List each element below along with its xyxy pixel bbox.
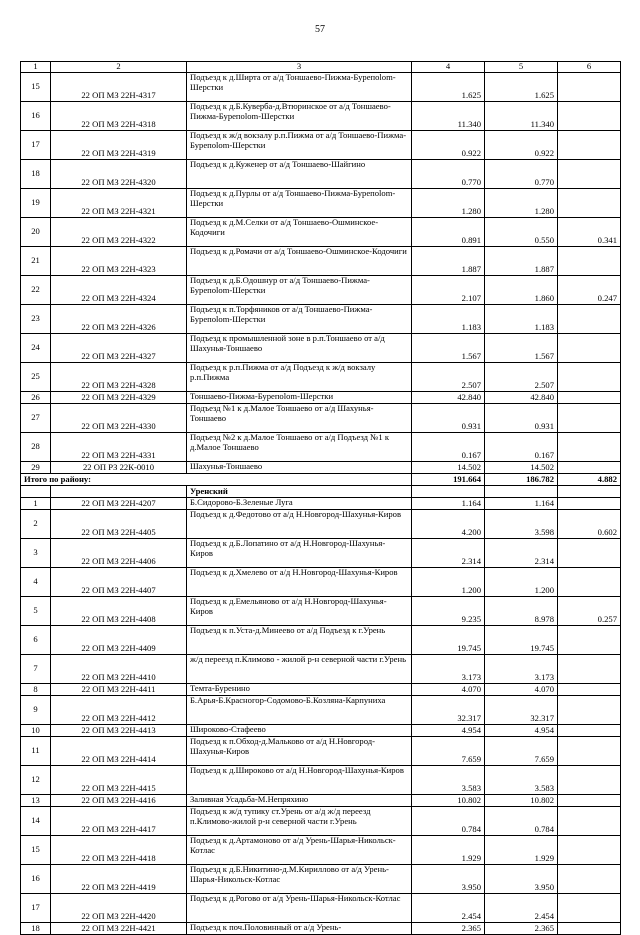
length-total: 4.200 <box>412 510 485 539</box>
length-total: 2.454 <box>412 894 485 923</box>
row-number: 5 <box>21 597 51 626</box>
page-number: 57 <box>315 24 325 35</box>
road-code: 22 ОП МЗ 22Н-4330 <box>51 404 187 433</box>
road-name: Подъезд к д.Пурлы от а/д Тоншаево-Пижма-Бурепolom-Шерстки <box>187 189 412 218</box>
row-number: 13 <box>21 795 51 807</box>
table-row <box>21 626 621 655</box>
length-col5: 3.173 <box>485 655 558 684</box>
road-name: Заливная Усадьба-М.Непряхино <box>187 795 412 807</box>
row-number: 17 <box>21 131 51 160</box>
table-row <box>21 462 621 474</box>
road-name: Подъезд к д.Б.Одошнур от а/д Тоншаево-Пижма-Бурепolom-Шерстки <box>187 276 412 305</box>
length-col5: 2.365 <box>485 923 558 935</box>
header-row <box>21 62 621 73</box>
row-number: 17 <box>21 894 51 923</box>
length-col5: 3.598 <box>485 510 558 539</box>
length-col5: 1.929 <box>485 836 558 865</box>
length-total: 4.954 <box>412 725 485 737</box>
row-number: 15 <box>21 73 51 102</box>
row-number: 6 <box>21 626 51 655</box>
roads-table <box>20 61 621 935</box>
road-name: Подъезд к д.Б.Лопатино от а/д Н.Новгород-Шахунья-Киров <box>187 539 412 568</box>
empty-cell <box>412 486 485 498</box>
road-code: 22 ОП МЗ 22Н-4406 <box>51 539 187 568</box>
road-code: 22 ОП МЗ 22Н-4408 <box>51 597 187 626</box>
length-col5: 11.340 <box>485 102 558 131</box>
table-row <box>21 807 621 836</box>
header-cell: 4 <box>412 62 485 73</box>
road-name: Подъезд к д.Федотово от а/д Н.Новгород-Шахунья-Киров <box>187 510 412 539</box>
table-row <box>21 766 621 795</box>
length-total: 1.929 <box>412 836 485 865</box>
road-name: Б.Сидорово-Б.Зеленые Луга <box>187 498 412 510</box>
road-code: 22 ОП МЗ 22Н-4421 <box>51 923 187 935</box>
length-col6 <box>558 102 621 131</box>
road-name: Подъезд к д.М.Селки от а/д Тоншаево-Ошминское-Кодочиги <box>187 218 412 247</box>
road-code: 22 ОП МЗ 22Н-4321 <box>51 189 187 218</box>
road-name: Б.Арья-Б.Красногор-Содомово-Б.Козляна-Карпуниха <box>187 696 412 725</box>
table-row <box>21 737 621 766</box>
road-code: 22 ОП МЗ 22Н-4410 <box>51 655 187 684</box>
length-col5: 1.280 <box>485 189 558 218</box>
road-code: 22 ОП МЗ 22Н-4326 <box>51 305 187 334</box>
row-number: 20 <box>21 218 51 247</box>
road-code: 22 ОП МЗ 22Н-4327 <box>51 334 187 363</box>
row-number: 16 <box>21 865 51 894</box>
length-col6 <box>558 160 621 189</box>
empty-cell <box>558 486 621 498</box>
table-row <box>21 836 621 865</box>
row-number: 24 <box>21 334 51 363</box>
row-number: 7 <box>21 655 51 684</box>
row-number: 18 <box>21 923 51 935</box>
length-col6: 0.341 <box>558 218 621 247</box>
row-number: 3 <box>21 539 51 568</box>
length-total: 1.887 <box>412 247 485 276</box>
length-col5: 32.317 <box>485 696 558 725</box>
length-col6 <box>558 737 621 766</box>
length-total: 4.070 <box>412 684 485 696</box>
length-col5: 42.840 <box>485 392 558 404</box>
table-row <box>21 696 621 725</box>
length-col5: 14.502 <box>485 462 558 474</box>
length-col5: 3.583 <box>485 766 558 795</box>
road-name: Подъезд к д.Ширта от а/д Тоншаево-Пижма-Бурепolom-Шерстки <box>187 73 412 102</box>
row-number: 19 <box>21 189 51 218</box>
length-total: 2.107 <box>412 276 485 305</box>
road-code: 22 ОП МЗ 22Н-4324 <box>51 276 187 305</box>
length-col5: 2.507 <box>485 363 558 392</box>
road-code: 22 ОП МЗ 22Н-4420 <box>51 894 187 923</box>
road-code: 22 ОП МЗ 22Н-4414 <box>51 737 187 766</box>
length-total: 3.950 <box>412 865 485 894</box>
road-name: Подъезд №2 к д.Малое Тоншаево от а/д Подъезд №1 к д.Малое Тоншаево <box>187 433 412 462</box>
table-row <box>21 276 621 305</box>
road-code: 22 ОП МЗ 22Н-4417 <box>51 807 187 836</box>
table-row <box>21 392 621 404</box>
row-number: 8 <box>21 684 51 696</box>
road-name: Подъезд к поч.Половинный от а/д Урень- <box>187 923 412 935</box>
length-col5: 7.659 <box>485 737 558 766</box>
empty-cell <box>21 486 51 498</box>
road-code: 22 ОП МЗ 22Н-4329 <box>51 392 187 404</box>
road-code: 22 ОП МЗ 22Н-4412 <box>51 696 187 725</box>
length-total: 32.317 <box>412 696 485 725</box>
table-row <box>21 539 621 568</box>
table-row <box>21 334 621 363</box>
length-total: 2.507 <box>412 363 485 392</box>
road-name: Широково-Стафеево <box>187 725 412 737</box>
length-total: 0.891 <box>412 218 485 247</box>
table-row <box>21 73 621 102</box>
row-number: 11 <box>21 737 51 766</box>
road-code: 22 ОП МЗ 22Н-4418 <box>51 836 187 865</box>
length-col6 <box>558 305 621 334</box>
table-row <box>21 510 621 539</box>
header-cell: 2 <box>51 62 187 73</box>
length-total: 0.167 <box>412 433 485 462</box>
length-total: 11.340 <box>412 102 485 131</box>
length-col6 <box>558 433 621 462</box>
empty-cell <box>51 486 187 498</box>
road-code: 22 ОП МЗ 22Н-4405 <box>51 510 187 539</box>
length-col5: 1.887 <box>485 247 558 276</box>
road-code: 22 ОП МЗ 22Н-4416 <box>51 795 187 807</box>
road-code: 22 ОП МЗ 22Н-4415 <box>51 766 187 795</box>
row-number: 1 <box>21 498 51 510</box>
length-col5: 1.200 <box>485 568 558 597</box>
length-total: 19.745 <box>412 626 485 655</box>
length-col5: 1.567 <box>485 334 558 363</box>
row-number: 26 <box>21 392 51 404</box>
length-col6 <box>558 247 621 276</box>
length-col6: 0.247 <box>558 276 621 305</box>
road-code: 22 ОП РЗ 22К-0010 <box>51 462 187 474</box>
length-col6 <box>558 894 621 923</box>
length-total: 0.931 <box>412 404 485 433</box>
length-total: 2.314 <box>412 539 485 568</box>
length-col6 <box>558 795 621 807</box>
road-name: Подъезд к р.п.Пижма от а/д Подъезд к ж/д вокзалу р.п.Пижма <box>187 363 412 392</box>
length-col5: 1.625 <box>485 73 558 102</box>
table-row <box>21 305 621 334</box>
row-number: 14 <box>21 807 51 836</box>
length-col5: 8.978 <box>485 597 558 626</box>
length-total: 0.770 <box>412 160 485 189</box>
table-row <box>21 404 621 433</box>
table-row <box>21 684 621 696</box>
length-col5: 3.950 <box>485 865 558 894</box>
row-number: 21 <box>21 247 51 276</box>
length-col6 <box>558 865 621 894</box>
length-col6 <box>558 498 621 510</box>
district-header-row <box>21 486 621 498</box>
table-row <box>21 247 621 276</box>
road-code: 22 ОП МЗ 22Н-4317 <box>51 73 187 102</box>
header-cell: 5 <box>485 62 558 73</box>
total-length: 191.664 <box>412 474 485 486</box>
length-total: 1.164 <box>412 498 485 510</box>
table-row <box>21 894 621 923</box>
road-name: Подъезд №1 к д.Малое Тоншаево от а/д Шахунья-Тоншаево <box>187 404 412 433</box>
table-row <box>21 725 621 737</box>
table-row <box>21 131 621 160</box>
row-number: 4 <box>21 568 51 597</box>
length-col5: 1.860 <box>485 276 558 305</box>
length-total: 1.625 <box>412 73 485 102</box>
length-col5: 0.922 <box>485 131 558 160</box>
length-total: 42.840 <box>412 392 485 404</box>
empty-cell <box>485 486 558 498</box>
road-code: 22 ОП МЗ 22Н-4419 <box>51 865 187 894</box>
length-col5: 2.314 <box>485 539 558 568</box>
header-cell: 3 <box>187 62 412 73</box>
row-number: 16 <box>21 102 51 131</box>
table-row <box>21 795 621 807</box>
length-total: 1.567 <box>412 334 485 363</box>
length-col6 <box>558 334 621 363</box>
length-col6 <box>558 462 621 474</box>
row-number: 18 <box>21 160 51 189</box>
road-code: 22 ОП МЗ 22Н-4407 <box>51 568 187 597</box>
length-col5: 0.784 <box>485 807 558 836</box>
length-total: 3.583 <box>412 766 485 795</box>
road-code: 22 ОП МЗ 22Н-4322 <box>51 218 187 247</box>
road-name: Подъезд к д.Куженер от а/д Тоншаево-Шайгино <box>187 160 412 189</box>
length-total: 0.922 <box>412 131 485 160</box>
road-name: Подъезд к д.Б.Куверба-д.Втюринское от а/д Тоншаево-Пижма-Бурепolom-Шерстки <box>187 102 412 131</box>
length-col5: 0.550 <box>485 218 558 247</box>
table-row <box>21 655 621 684</box>
row-number: 23 <box>21 305 51 334</box>
road-name: Подъезд к д.Б.Никитино-д.М.Кириллово от а/д Урень-Шарья-Никольск-Котлас <box>187 865 412 894</box>
row-number: 27 <box>21 404 51 433</box>
table-row <box>21 865 621 894</box>
row-number: 25 <box>21 363 51 392</box>
length-total: 1.280 <box>412 189 485 218</box>
road-name: Подъезд к д.Емельяново от а/д Н.Новгород-Шахунья-Киров <box>187 597 412 626</box>
length-col6 <box>558 684 621 696</box>
table-row <box>21 218 621 247</box>
road-name: ж/д переезд п.Климово - жилой р-н северной части г.Урень <box>187 655 412 684</box>
length-col6 <box>558 655 621 684</box>
length-col6 <box>558 73 621 102</box>
road-name: Подъезд к ж/д вокзалу р.п.Пижма от а/д Тоншаево-Пижма-Бурепolom-Шерстки <box>187 131 412 160</box>
length-col5: 10.802 <box>485 795 558 807</box>
road-name: Темта-Буренино <box>187 684 412 696</box>
row-number: 2 <box>21 510 51 539</box>
length-col6 <box>558 404 621 433</box>
road-code: 22 ОП МЗ 22Н-4319 <box>51 131 187 160</box>
row-number: 10 <box>21 725 51 737</box>
header-cell: 6 <box>558 62 621 73</box>
length-col6 <box>558 392 621 404</box>
road-code: 22 ОП МЗ 22Н-4411 <box>51 684 187 696</box>
total-label: Итого по району: <box>21 474 412 486</box>
road-name: Подъезд к д.Ромачи от а/д Тоншаево-Ошминское-Кодочиги <box>187 247 412 276</box>
length-col6 <box>558 923 621 935</box>
length-col6 <box>558 836 621 865</box>
row-number: 12 <box>21 766 51 795</box>
length-col6 <box>558 696 621 725</box>
road-name: Подъезд к п.Уста-д.Минеево от а/д Подъезд к г.Урень <box>187 626 412 655</box>
total-col5: 186.782 <box>485 474 558 486</box>
length-total: 1.200 <box>412 568 485 597</box>
length-col5: 19.745 <box>485 626 558 655</box>
length-col6 <box>558 363 621 392</box>
length-total: 9.235 <box>412 597 485 626</box>
table-row <box>21 189 621 218</box>
district-total-row <box>21 474 621 486</box>
length-col6 <box>558 131 621 160</box>
length-col6 <box>558 807 621 836</box>
length-total: 7.659 <box>412 737 485 766</box>
length-col6 <box>558 568 621 597</box>
road-code: 22 ОП МЗ 22Н-4318 <box>51 102 187 131</box>
table-row <box>21 597 621 626</box>
table-row <box>21 363 621 392</box>
road-code: 22 ОП МЗ 22Н-4320 <box>51 160 187 189</box>
road-name: Подъезд к д.Рогово от а/д Урень-Шарья-Никольск-Котлас <box>187 894 412 923</box>
table-row <box>21 568 621 597</box>
road-code: 22 ОП МЗ 22Н-4207 <box>51 498 187 510</box>
road-name: Тоншаево-Пижма-Бурепolom-Шерстки <box>187 392 412 404</box>
row-number: 22 <box>21 276 51 305</box>
length-col6: 0.602 <box>558 510 621 539</box>
length-col6 <box>558 539 621 568</box>
length-col5: 0.931 <box>485 404 558 433</box>
length-col5: 0.167 <box>485 433 558 462</box>
row-number: 28 <box>21 433 51 462</box>
total-col6: 4.882 <box>558 474 621 486</box>
length-total: 3.173 <box>412 655 485 684</box>
table-row <box>21 923 621 935</box>
length-col6: 0.257 <box>558 597 621 626</box>
road-code: 22 ОП МЗ 22Н-4331 <box>51 433 187 462</box>
length-col6 <box>558 766 621 795</box>
road-code: 22 ОП МЗ 22Н-4328 <box>51 363 187 392</box>
road-name: Подъезд к д.Широково от а/д Н.Новгород-Шахунья-Киров <box>187 766 412 795</box>
length-col6 <box>558 626 621 655</box>
length-col5: 1.183 <box>485 305 558 334</box>
length-col5: 1.164 <box>485 498 558 510</box>
length-col5: 4.954 <box>485 725 558 737</box>
length-col5: 2.454 <box>485 894 558 923</box>
length-col5: 4.070 <box>485 684 558 696</box>
road-code: 22 ОП МЗ 22Н-4409 <box>51 626 187 655</box>
road-name: Подъезд к д.Хмелево от а/д Н.Новгород-Шахунья-Киров <box>187 568 412 597</box>
length-total: 10.802 <box>412 795 485 807</box>
table-row <box>21 160 621 189</box>
table-row <box>21 102 621 131</box>
length-col6 <box>558 725 621 737</box>
road-code: 22 ОП МЗ 22Н-4413 <box>51 725 187 737</box>
road-name: Подъезд к п.Торфяников от а/д Тоншаево-Пижма-Бурепolom-Шерстки <box>187 305 412 334</box>
length-total: 14.502 <box>412 462 485 474</box>
length-col6 <box>558 189 621 218</box>
road-name: Подъезд к ж/д тупику ст.Урень от а/д ж/д переезд п.Климово-жилой р-н северной части г.Урень <box>187 807 412 836</box>
length-total: 1.183 <box>412 305 485 334</box>
table-row <box>21 433 621 462</box>
header-cell: 1 <box>21 62 51 73</box>
row-number: 9 <box>21 696 51 725</box>
road-name: Шахунья-Тоншаево <box>187 462 412 474</box>
road-name: Подъезд к д.Артамоново от а/д Урень-Шарья-Никольск-Котлас <box>187 836 412 865</box>
road-name: Подъезд к п.Обход-д.Мальково от а/д Н.Новгород-Шахунья-Киров <box>187 737 412 766</box>
district-name: Уренский <box>187 486 412 498</box>
table-row <box>21 498 621 510</box>
length-col5: 0.770 <box>485 160 558 189</box>
row-number: 29 <box>21 462 51 474</box>
length-total: 2.365 <box>412 923 485 935</box>
road-code: 22 ОП МЗ 22Н-4323 <box>51 247 187 276</box>
road-name: Подъезд к промышленной зоне в р.п.Тоншаево от а/д Шахунья-Тоншаево <box>187 334 412 363</box>
row-number: 15 <box>21 836 51 865</box>
length-total: 0.784 <box>412 807 485 836</box>
